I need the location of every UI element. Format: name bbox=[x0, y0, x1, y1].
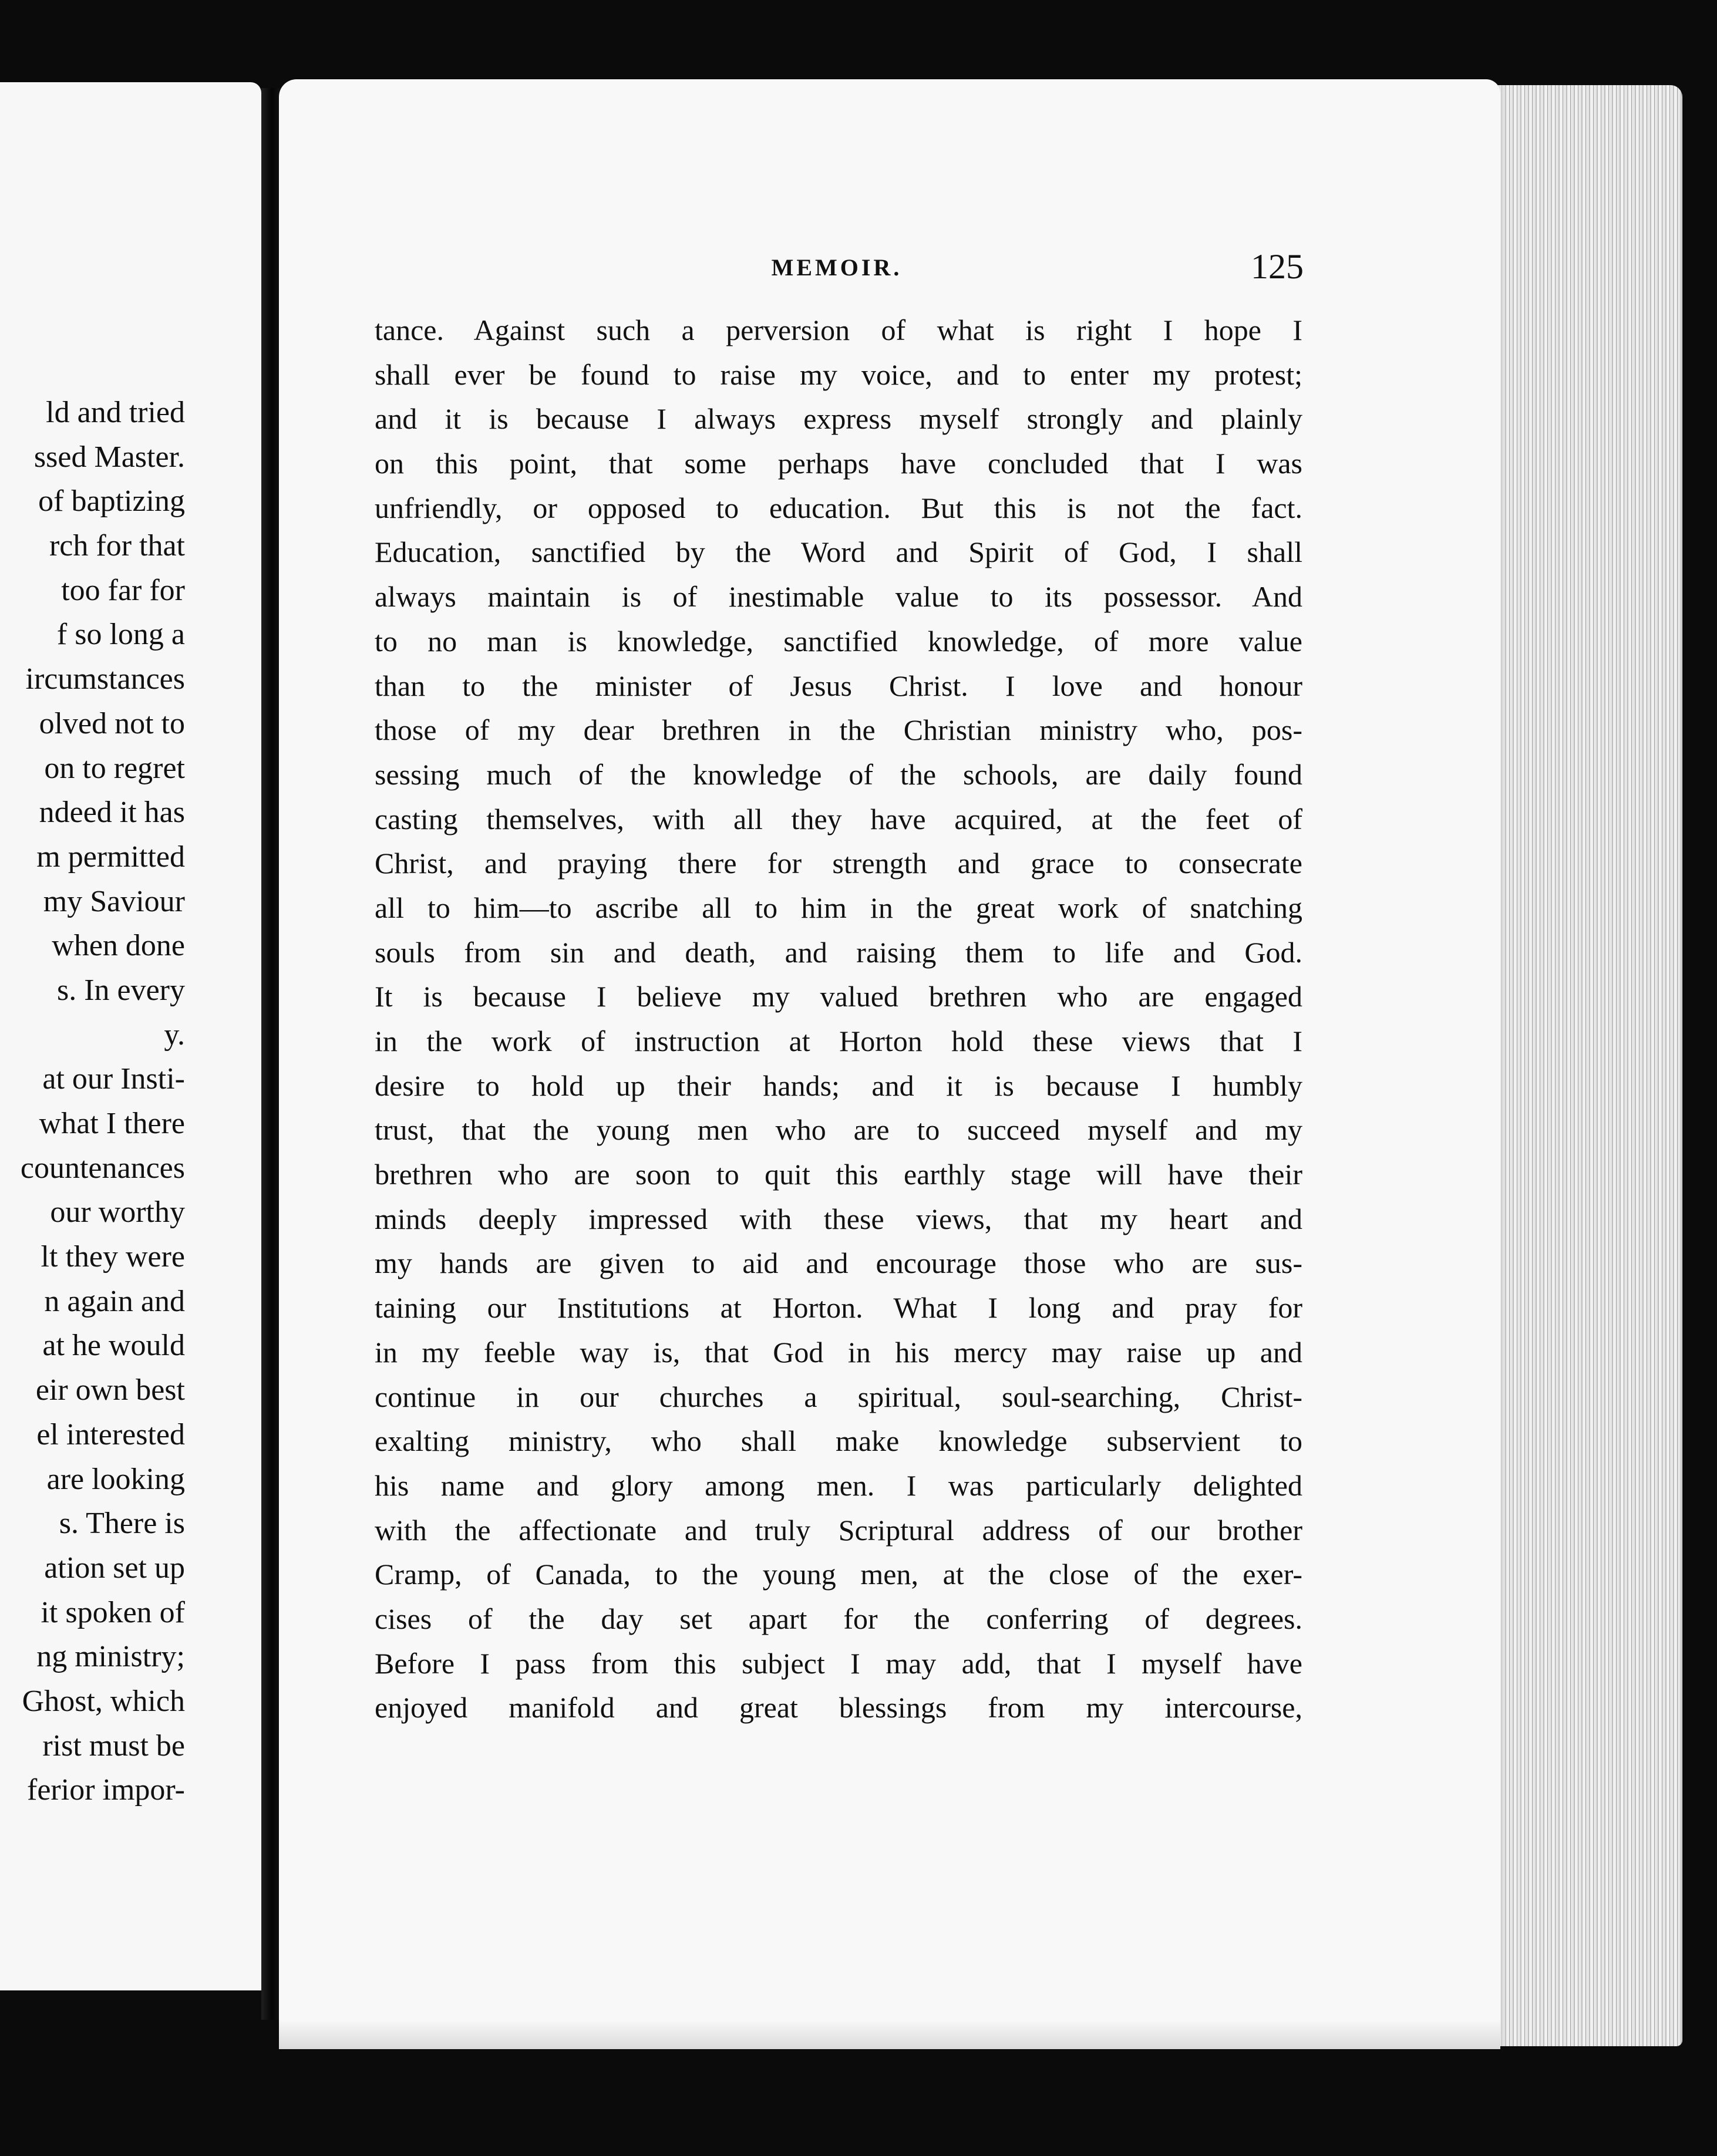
left-page-line: ircumstances bbox=[25, 662, 185, 696]
body-line: those of my dear brethren in the Christian ministry who, pos- bbox=[375, 713, 1302, 747]
body-line: on this point, that some perhaps have concluded that I was bbox=[375, 447, 1302, 480]
body-line: brethren who are soon to quit this earthly stage will have their bbox=[375, 1158, 1302, 1191]
left-page-line: it spoken of bbox=[41, 1595, 185, 1629]
body-line: than to the minister of Jesus Christ. I love and honour bbox=[375, 669, 1302, 702]
left-page-line: ng ministry; bbox=[36, 1640, 185, 1674]
left-page bbox=[0, 82, 261, 1990]
left-page-line: s. There is bbox=[59, 1507, 185, 1541]
left-page-line: rch for that bbox=[49, 529, 185, 563]
body-line: tance. Against such a perversion of what is right I hope I bbox=[375, 314, 1302, 346]
left-page-line: ssed Master. bbox=[33, 440, 185, 474]
body-line: and it is because I always express myself strongly and plainly bbox=[375, 402, 1302, 436]
body-line: to no man is knowledge, sanctified knowledge, of more value bbox=[375, 624, 1302, 658]
body-line: in the work of instruction at Horton hold these views that I bbox=[375, 1025, 1302, 1057]
running-head bbox=[370, 247, 1304, 295]
body-line: trust, that the young men who are to succeed myself and my bbox=[375, 1113, 1302, 1147]
left-page-line: ferior impor- bbox=[27, 1773, 185, 1807]
left-page-line: s. In every bbox=[56, 973, 185, 1007]
body-line: Christ, and praying there for strength and grace to consecrate bbox=[375, 847, 1302, 880]
body-line: souls from sin and death, and raising them to life and God. bbox=[375, 935, 1302, 969]
left-page-line: too far for bbox=[61, 573, 185, 607]
left-page-line: ld and tried bbox=[46, 396, 185, 429]
left-page-line: y. bbox=[164, 1018, 185, 1052]
left-page-line: el interested bbox=[36, 1417, 185, 1451]
left-page-line: lt they were bbox=[41, 1240, 185, 1274]
body-line: my hands are given to aid and encourage those who are sus- bbox=[375, 1247, 1302, 1280]
body-line: It is because I believe my valued brethren who are engaged bbox=[375, 980, 1302, 1013]
body-line: enjoyed manifold and great blessings from my intercourse, bbox=[375, 1691, 1302, 1724]
body-line: minds deeply impressed with these views, that my heart and bbox=[375, 1202, 1302, 1235]
left-page-line: rist must be bbox=[42, 1729, 185, 1763]
body-line: casting themselves, with all they have acquired, at the feet of bbox=[375, 802, 1302, 836]
body-line: unfriendly, or opposed to education. But this is not the fact. bbox=[375, 491, 1302, 524]
body-line: exalting ministry, who shall make knowledge subservient to bbox=[375, 1424, 1302, 1458]
body-line: taining our Institutions at Horton. What I long and pray for bbox=[375, 1291, 1302, 1325]
body-line: Education, sanctified by the Word and Spirit of God, I shall bbox=[375, 535, 1302, 569]
left-page-line: countenances bbox=[20, 1151, 185, 1185]
body-line: cises of the day set apart for the conferring of degrees. bbox=[375, 1602, 1302, 1635]
left-page-text bbox=[0, 390, 185, 1813]
body-line: sessing much of the knowledge of the schools, are daily found bbox=[375, 757, 1302, 791]
body-line: desire to hold up their hands; and it is because I humbly bbox=[375, 1069, 1302, 1102]
left-page-line: eir own best bbox=[35, 1373, 185, 1407]
left-page-line: ndeed it has bbox=[39, 796, 185, 830]
left-page-line: what I there bbox=[39, 1107, 185, 1140]
page-bottom-edge bbox=[279, 2020, 1500, 2049]
body-line: in my feeble way is, that God in his mercy may raise up and bbox=[375, 1335, 1302, 1369]
left-page-line: are looking bbox=[46, 1462, 185, 1496]
body-line: Cramp, of Canada, to the young men, at the close of the exer- bbox=[375, 1558, 1302, 1591]
running-title: MEMOIR. bbox=[771, 254, 903, 281]
left-page-line: our worthy bbox=[50, 1195, 185, 1229]
page-edge-stack bbox=[1494, 85, 1682, 2046]
left-page-line: of baptizing bbox=[38, 484, 185, 518]
left-page-line: at our Insti- bbox=[42, 1062, 185, 1096]
body-line: always maintain is of inestimable value to its possessor. And bbox=[375, 580, 1302, 614]
body-line: continue in our churches a spiritual, soul-searching, Christ- bbox=[375, 1380, 1302, 1413]
left-page-line: when done bbox=[52, 929, 185, 963]
left-page-line: f so long a bbox=[56, 618, 185, 652]
left-page-line: ation set up bbox=[44, 1551, 185, 1585]
page-number: 125 bbox=[1251, 247, 1304, 286]
body-line: his name and glory among men. I was particularly delighted bbox=[375, 1468, 1302, 1502]
body-line: Before I pass from this subject I may add, that I myself have bbox=[375, 1646, 1302, 1680]
left-page-line: Ghost, which bbox=[22, 1684, 185, 1718]
left-page-line: olved not to bbox=[39, 706, 185, 740]
body-line: all to him—to ascribe all to him in the great work of snatching bbox=[375, 891, 1302, 924]
body-line: with the affectionate and truly Scriptural address of our brother bbox=[375, 1513, 1302, 1547]
body-line: shall ever be found to raise my voice, and to enter my protest; bbox=[375, 358, 1302, 391]
left-page-line: at he would bbox=[42, 1329, 185, 1363]
left-page-line: m permitted bbox=[36, 840, 185, 874]
left-page-line: my Saviour bbox=[43, 884, 185, 918]
body-text bbox=[375, 308, 1302, 1730]
left-page-line: n again and bbox=[44, 1284, 185, 1318]
left-page-line: on to regret bbox=[44, 751, 185, 785]
